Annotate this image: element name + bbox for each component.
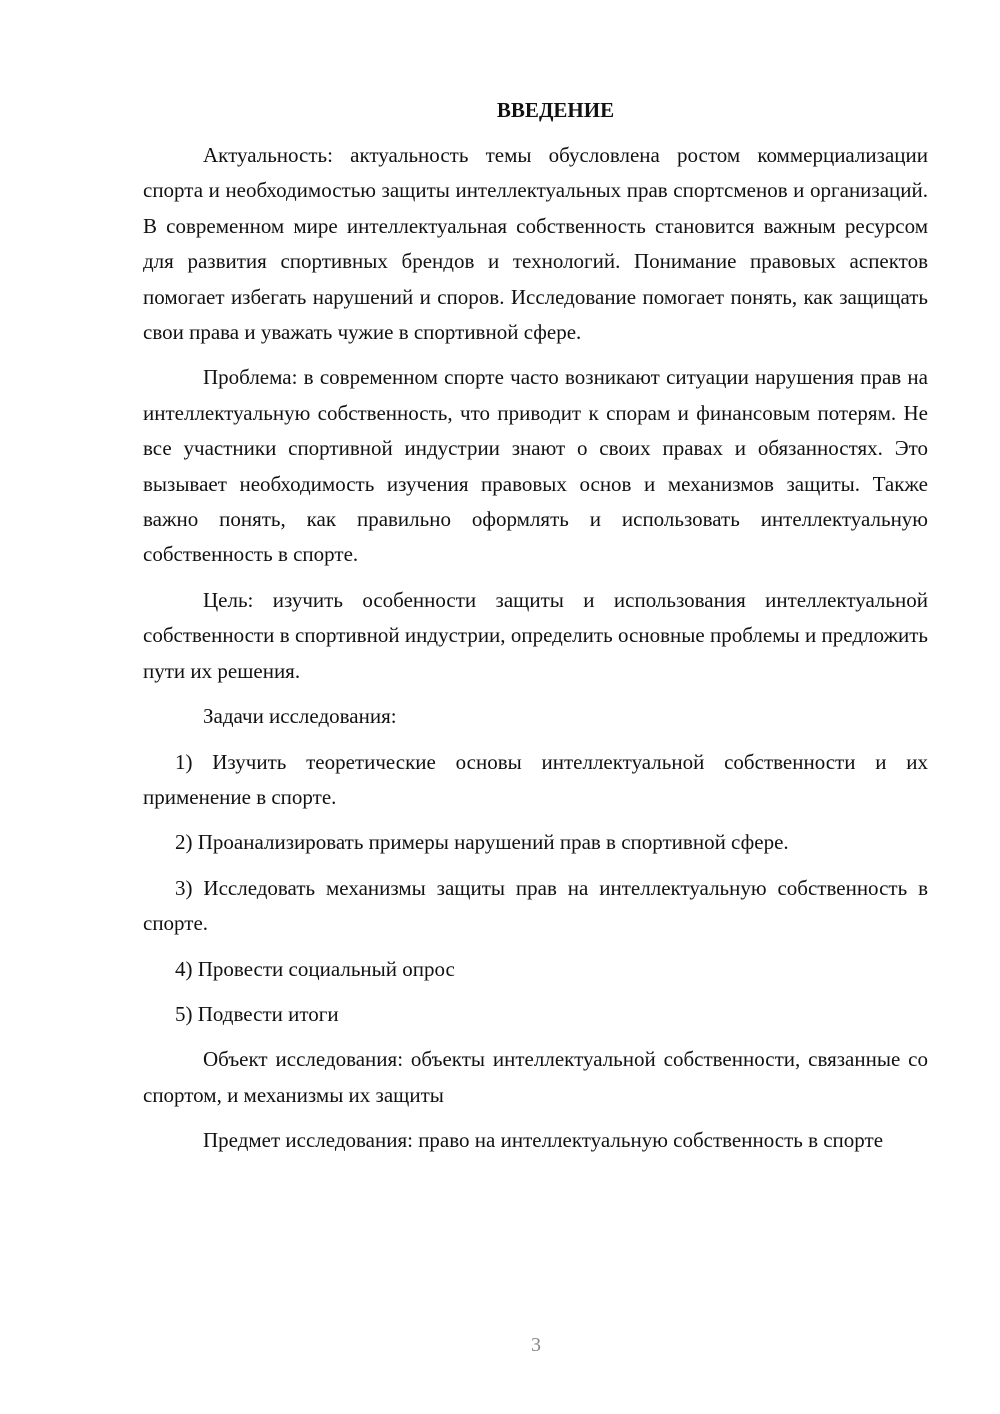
task-item-4: 4) Провести социальный опрос (175, 956, 455, 981)
object-paragraph: Объект исследования: объекты интеллектуальной собственности, связанные со спортом, и механизмы их защиты (143, 1047, 928, 1107)
goal-paragraph: Цель: изучить особенности защиты и использования интеллектуальной собственности в спортивной индустрии, определить основные проблемы и предложить пути их решения. (143, 587, 928, 683)
tasks-heading: Задачи исследования: (203, 704, 397, 729)
section-title: ВВЕДЕНИЕ (496, 98, 615, 122)
relevance-paragraph: Актуальность: актуальность темы обусловлена ростом коммерциализации спорта и необходимостью защиты интеллектуальных прав спортсменов и организаций. В современном мире интеллектуальная собственность становится важным ресурсом для развития спортивных брендов и технологий. Понимание правовых аспектов помогает избегать нарушений и споров. Исследование помогает понять, как защищать свои права и уважать чужие в спортивной сфере. (143, 143, 928, 345)
document-body (143, 94, 928, 1169)
page-number: 3 (531, 1334, 541, 1356)
task-item-1: 1) Изучить теоретические основы интеллектуальной собственности и их применение в спорте. (143, 749, 928, 809)
problem-paragraph: Проблема: в современном спорте часто возникают ситуации нарушения прав на интеллектуальную собственность, что приводит к спорам и финансовым потерям. Не все участники спортивной индустрии знают о своих правах и обязанностях. Это вызывает необходимость изучения правовых основ и механизмов защиты. Также важно понять, как правильно оформлять и использовать интеллектуальную собственность в спорте. (143, 365, 928, 567)
subject-paragraph: Предмет исследования: право на интеллектуальную собственность в спорте (203, 1128, 884, 1153)
task-item-3: 3) Исследовать механизмы защиты прав на интеллектуальную собственность в спорте. (143, 875, 928, 936)
task-item-2: 2) Проанализировать примеры нарушений прав в спортивной сфере. (175, 830, 789, 855)
task-item-5: 5) Подвести итоги (175, 1001, 339, 1026)
